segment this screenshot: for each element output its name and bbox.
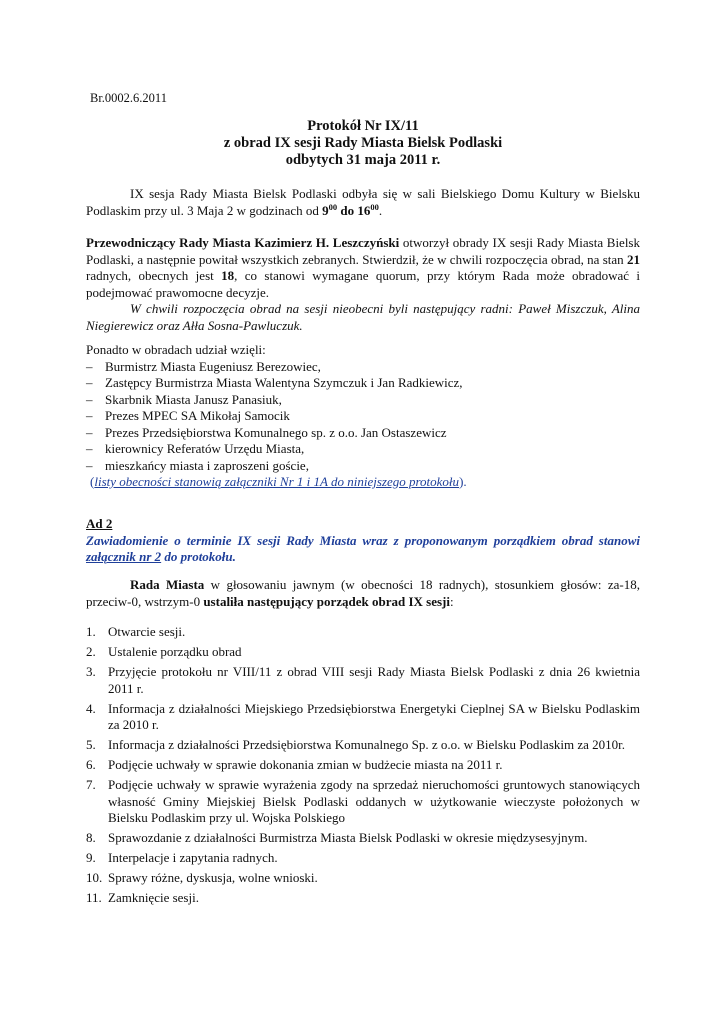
council-total-count: 21: [627, 251, 640, 267]
absent-councillors: W chwili rozpoczęcia obrad na sesji nieobecni byli następujący radni: Paweł Miszczuk, Alina Niegierewicz oraz Ałła Sosna-Pawluczuk.: [86, 301, 640, 333]
council-present-count: 18: [221, 268, 235, 283]
title-line-3: odbytych 31 maja 2011 r.: [285, 152, 441, 168]
intro-paragraph: IX sesja Rady Miasta Bielsk Podlaski odbyła się w sali Bielskiego Domu Kultury w Bielsku Podlaskim przy ul. 3 Maja 2 w godzinach od $9^{00}$ do $16^{00}$.: [86, 186, 640, 218]
agenda-list: [86, 624, 640, 910]
participants-heading: Ponadto w obradach udział wzięli:: [86, 342, 266, 357]
agenda-item: 11. Zamknięcie sesji.: [86, 890, 199, 905]
participants-list: [86, 359, 640, 475]
agenda-vote-paragraph: Rada Miasta w głosowaniu jawnym (w obecności 18 radnych), stosunkiem głosów: za-18, przeciw-0, wstrzym-0 ustaliła następujący porządek obrad IX sesji:: [86, 577, 641, 609]
agenda-item: 3. Przyjęcie protokołu nr VIII/11 z obrad VIII sesji Rady Miasta Bielsk Podlaski z dnia 26 kwietnia 2011 r.: [86, 664, 640, 696]
list-item: – kierownicy Referatów Urzędu Miasta,: [86, 441, 305, 456]
title-line-1: Protokół Nr IX/11: [307, 118, 419, 134]
agenda-item: 1. Otwarcie sesji.: [86, 624, 186, 639]
list-item: – Prezes MPEC SA Mikołaj Samocik: [86, 408, 290, 423]
opening-section: [86, 235, 640, 334]
list-item: – Skarbnik Miasta Janusz Panasiuk,: [86, 391, 282, 407]
agenda-item: 9. Interpelacje i zapytania radnych.: [86, 850, 278, 865]
document-title: [86, 118, 640, 169]
ad2-section: [86, 516, 640, 566]
agenda-item: 10. Sprawy różne, dyskusja, wolne wnioski.: [86, 870, 318, 885]
participants-section: [86, 342, 640, 491]
opening-paragraph: Przewodniczący Rady Miasta Kazimierz H. Leszczyński otworzył obrady IX sesji Rady Miasta Bielsk Podlaski, a następnie powitał wszystkich zebranych. Stwierdził, że w chwili rozpoczęcia obrad, na stan 21 radnych, obecnych jest 18, co stanowi wymagane quorum, przy którym Rada może obradować i podejmować prawomocne decyzje.: [86, 235, 641, 300]
agenda-adopted-statement: ustaliła następujący porządek obrad IX sesji: [203, 593, 450, 609]
chairman-name: Przewodniczący Rady Miasta Kazimierz H. Leszczyński: [86, 235, 400, 250]
agenda-item: 5. Informacja z działalności Przedsiębiorstwa Komunalnego Sp. z o.o. w Bielsku Podlaskim za 2010r.: [86, 737, 625, 752]
agenda-item: 7. Podjęcie uchwały w sprawie wyrażenia zgody na sprzedaż nieruchomości gruntowych stanowiących własność Gminy Miejskiej Bielsk Podlaski oddanych w użytkowanie wieczyste położonych w Bielsku Podlaskim przy ul. Wojska Polskiego: [86, 777, 640, 825]
agenda-item: 4. Informacja z działalności Miejskiego Przedsiębiorstwa Energetyki Cieplnej SA w Bielsku Podlaskim za 2010 r.: [86, 700, 640, 732]
document-reference-number: Br.0002.6.2011: [90, 91, 167, 105]
agenda-item: 8. Sprawozdanie z działalności Burmistrza Miasta Bielsk Podlaski w okresie międzysesyjnym.: [86, 830, 588, 845]
list-item: – mieszkańcy miasta i zaproszeni goście,: [86, 457, 309, 473]
agenda-item: 6. Podjęcie uchwały w sprawie dokonania zmian w budżecie miasta na 2011 r.: [86, 757, 503, 772]
agenda-item: 2. Ustalenie porządku obrad: [86, 644, 242, 659]
list-item: – Prezes Przedsiębiorstwa Komunalnego sp. z o.o. Jan Ostaszewicz: [86, 424, 447, 440]
attendance-lists-link[interactable]: listy obecności stanowią załączniki Nr 1 i 1A do niniejszego protokołu: [94, 474, 460, 489]
list-item: – Zastępcy Burmistrza Miasta Walentyna Szymczuk i Jan Radkiewicz,: [86, 375, 463, 390]
attachment-2-link[interactable]: załącznik nr 2: [86, 549, 162, 564]
title-line-2: z obrad IX sesji Rady Miasta Bielsk Podlaski: [223, 135, 503, 151]
ad2-heading: Ad 2: [86, 516, 113, 531]
list-item: – Burmistrz Miasta Eugeniusz Berezowiec,: [86, 358, 321, 374]
attendance-attachment-note: (listy obecności stanowią załączniki Nr 1 i 1A do niniejszego protokołu).: [90, 474, 467, 489]
time-start: $9^{00}$ do $16^{00}$: [322, 201, 379, 218]
agenda-notice: Zawiadomienie o terminie IX sesji Rady Miasta wraz z proponowanym porządkiem obrad stanowi załącznik nr 2 do protokołu.: [86, 532, 640, 564]
